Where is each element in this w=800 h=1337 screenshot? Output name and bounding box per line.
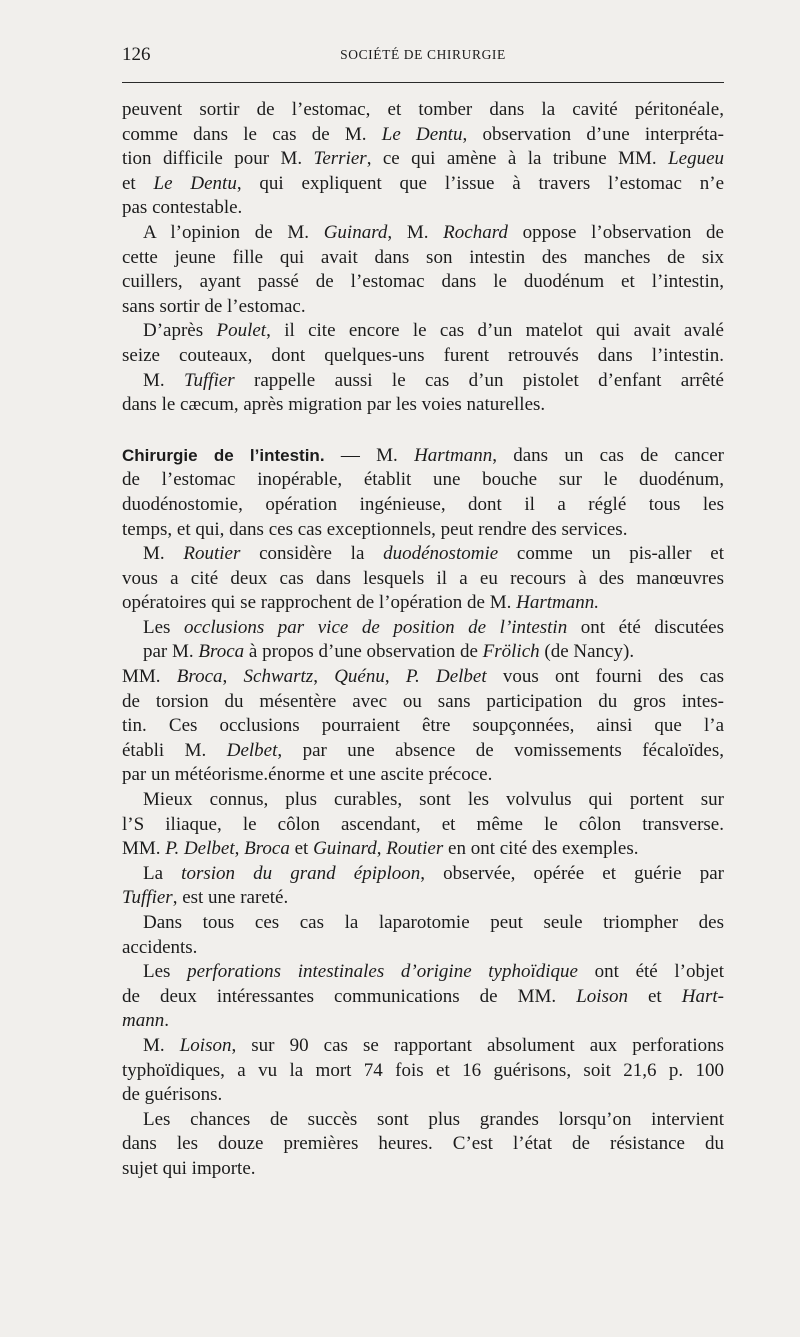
italic-name: Loison <box>179 1034 232 1056</box>
text-run: , sur 90 cas se rapportant absolument aux perforations <box>231 1034 724 1056</box>
italic-name: Le Dentu <box>381 123 463 145</box>
text-run: vous a cité deux cas dans lesquels il a eu recours à des manœuvres <box>122 567 724 589</box>
section-gap <box>122 418 724 444</box>
text-run: par un météorisme.énorme et une ascite précoce. <box>122 764 493 786</box>
text-line <box>122 147 724 172</box>
text-run: peuvent sortir de l’estomac, et tomber dans la cavité péritonéale, <box>122 99 724 120</box>
text-run: A l’opinion de M. <box>143 221 324 243</box>
italic-name: Terrier <box>313 148 367 170</box>
text-line <box>122 393 724 418</box>
text-line <box>122 1034 724 1059</box>
text-run: , <box>313 666 335 688</box>
text-run: Les <box>143 616 184 638</box>
text-run: . <box>164 1010 169 1032</box>
text-run: seize couteaux, dont quelques-uns furent retrouvés dans l’intestin. <box>122 344 724 366</box>
text-run: comme un pis-aller et <box>498 543 725 565</box>
italic-name: torsion du grand épiploon <box>181 862 421 884</box>
italic-name: Guinard <box>323 221 388 243</box>
text-line <box>122 739 724 764</box>
text-run: , observation d’une interpréta- <box>462 123 724 145</box>
text-run: oppose l’observation de <box>507 221 724 243</box>
text-run: à propos d’une observation de <box>244 641 483 663</box>
text-line <box>122 1157 724 1182</box>
text-run: ont été discutées <box>567 616 724 638</box>
text-line <box>122 813 724 838</box>
italic-name: Routier <box>183 543 241 565</box>
text-run: (de Nancy). <box>539 641 635 663</box>
text-run: M. <box>143 543 184 565</box>
italic-name: Broca <box>198 641 245 663</box>
text-line <box>122 714 724 739</box>
text-line <box>122 295 724 320</box>
text-line <box>122 493 724 518</box>
text-line <box>122 542 724 567</box>
italic-name: duodénostomie <box>383 543 499 565</box>
italic-name: Guinard <box>313 838 377 860</box>
text-line <box>122 763 724 788</box>
italic-name: Hartmann <box>414 444 493 466</box>
italic-name: Hartmann. <box>516 592 599 614</box>
text-run: Les chances de succès sont plus grandes lorsqu’on intervient <box>143 1108 724 1130</box>
text-run: MM. <box>122 666 177 688</box>
text-run: rappelle aussi le cas d’un pistolet d’enfant arrêté <box>234 369 724 391</box>
text-line <box>122 196 724 221</box>
text-line <box>122 837 724 862</box>
italic-name: Tuffier <box>122 887 173 909</box>
text-line <box>122 444 724 469</box>
text-line <box>122 936 724 961</box>
text-run: , qui expliquent que l’issue à travers l’estomac n’e <box>236 172 725 194</box>
italic-name: mann <box>122 1010 165 1032</box>
text-line <box>122 1132 724 1157</box>
text-line <box>122 344 724 369</box>
italic-name: Poulet <box>216 320 267 342</box>
text-run: et <box>627 985 682 1007</box>
italic-name: Routier <box>386 838 444 860</box>
text-line <box>122 591 724 616</box>
text-run: tin. Ces occlusions pourraient être soupçonnées, ainsi que l’a <box>122 715 724 737</box>
running-head <box>122 44 724 70</box>
italic-name: Quénu <box>334 666 385 688</box>
text-line <box>122 640 724 665</box>
text-run: et <box>122 172 154 194</box>
text-line <box>122 221 724 246</box>
italic-name: Broca <box>244 838 290 860</box>
text-run: , ce qui amène à la tribune MM. <box>366 148 669 170</box>
text-run: M. <box>143 1034 180 1056</box>
text-run: Dans tous ces cas la laparotomie peut seule triompher des <box>143 912 724 933</box>
text-run: , est une rareté. <box>172 887 289 909</box>
text-run: D’après <box>143 320 217 342</box>
text-run: accidents. <box>122 936 198 958</box>
text-run: typhoïdiques, a vu la mort 74 fois et 16 guérisons, soit 21,6 p. 100 <box>122 1059 724 1081</box>
text-run: cette jeune fille qui avait dans son intestin des manches de six <box>122 246 724 268</box>
text-line <box>122 369 724 394</box>
section-heading: Chirurgie de l’intestin. <box>122 445 325 465</box>
body-text <box>122 98 724 1182</box>
text-run: ont été l’objet <box>577 961 724 983</box>
text-run: , il cite encore le cas d’un matelot qui avait avalé <box>266 320 724 342</box>
text-line <box>122 468 724 493</box>
text-run: temps, et qui, dans ces cas exceptionnels, peut rendre des services. <box>122 518 628 540</box>
text-line <box>122 172 724 197</box>
italic-name: Broca <box>176 666 223 688</box>
text-run: dans les douze premières heures. C’est l’état de résistance du <box>122 1133 724 1155</box>
text-run: sans sortir de l’estomac. <box>122 295 306 317</box>
text-run: duodénostomie, opération ingénieuse, dont il a réglé tous les <box>122 493 724 515</box>
text-line <box>122 319 724 344</box>
text-run: l’S iliaque, le côlon ascendant, et même le côlon transverse. <box>122 813 724 835</box>
italic-name: Le Dentu <box>153 172 237 194</box>
text-line <box>122 567 724 592</box>
text-run: Mieux connus, plus curables, sont les volvulus qui portent sur <box>143 789 724 811</box>
text-run: et <box>289 838 314 860</box>
text-line <box>122 1083 724 1108</box>
italic-name: occlusions par vice de position de l’intestin <box>184 616 568 638</box>
italic-name: P. Delbet <box>165 838 235 860</box>
text-line <box>122 960 724 985</box>
text-run: vous ont fourni des cas <box>486 666 725 688</box>
text-run: — M. <box>324 444 415 466</box>
text-line <box>122 123 724 148</box>
running-title: SOCIÉTÉ DE CHIRURGIE <box>340 47 506 62</box>
text-run: , par une absence de vomissements fécaloïdes, <box>277 739 724 761</box>
text-run: Les <box>143 961 188 983</box>
text-run: de guérisons. <box>122 1084 223 1106</box>
text-line <box>122 270 724 295</box>
text-run: établi M. <box>122 739 227 761</box>
text-run: de l’estomac inopérable, établit une bouche sur le duodénum, <box>122 469 724 491</box>
text-run: opératoires qui se rapprochent de l’opération de M. <box>122 592 517 614</box>
text-line <box>122 1059 724 1084</box>
text-run: comme dans le cas de M. <box>122 123 382 145</box>
italic-name: P. Delbet <box>405 666 487 688</box>
page-number: 126 <box>122 44 151 65</box>
text-run: , <box>376 838 387 860</box>
italic-name: Schwartz <box>243 666 314 688</box>
text-line <box>122 985 724 1010</box>
text-line <box>122 886 724 911</box>
text-run: par M. <box>143 641 199 663</box>
italic-name: Delbet <box>226 739 278 761</box>
text-run: en ont cité des exemples. <box>443 838 639 860</box>
text-run: , observée, opérée et guérie par <box>420 862 724 884</box>
text-run: tion difficile pour M. <box>122 148 314 170</box>
text-line <box>122 862 724 887</box>
text-line <box>122 665 724 690</box>
text-line <box>122 788 724 813</box>
text-run: La <box>143 862 182 884</box>
text-line <box>122 98 724 123</box>
text-run: de torsion du mésentère avec ou sans participation du gros intes- <box>122 690 724 712</box>
header-rule <box>122 82 724 83</box>
text-run: sujet qui importe. <box>122 1157 256 1179</box>
text-run: , dans un cas de cancer <box>492 444 724 466</box>
text-run: cuillers, ayant passé de l’estomac dans le duodénum et l’intestin, <box>122 271 724 293</box>
italic-name: Rochard <box>443 221 508 243</box>
text-run: , M. <box>387 221 444 243</box>
text-line <box>122 1108 724 1133</box>
text-run: considère la <box>240 543 384 565</box>
italic-name: Frölich <box>482 641 540 663</box>
text-run: de deux intéressantes communications de MM. <box>122 985 577 1007</box>
text-run: M. <box>143 369 184 391</box>
text-line <box>122 911 724 936</box>
text-run: pas contestable. <box>122 197 243 219</box>
text-line <box>122 518 724 543</box>
italic-name: Loison <box>576 985 628 1007</box>
italic-name: Legueu <box>668 148 724 170</box>
text-run: , <box>234 838 245 860</box>
text-run: , <box>384 666 406 688</box>
text-line <box>122 690 724 715</box>
text-run: , <box>222 666 244 688</box>
text-run: MM. <box>122 838 166 860</box>
text-run: dans le cæcum, après migration par les voies naturelles. <box>122 394 546 416</box>
text-line <box>122 1009 724 1034</box>
text-line <box>122 616 724 641</box>
italic-name: Hart- <box>681 985 724 1007</box>
italic-name: Tuffier <box>184 369 235 391</box>
italic-name: perforations intestinales d’origine typhoïdique <box>187 961 578 983</box>
text-line <box>122 246 724 271</box>
